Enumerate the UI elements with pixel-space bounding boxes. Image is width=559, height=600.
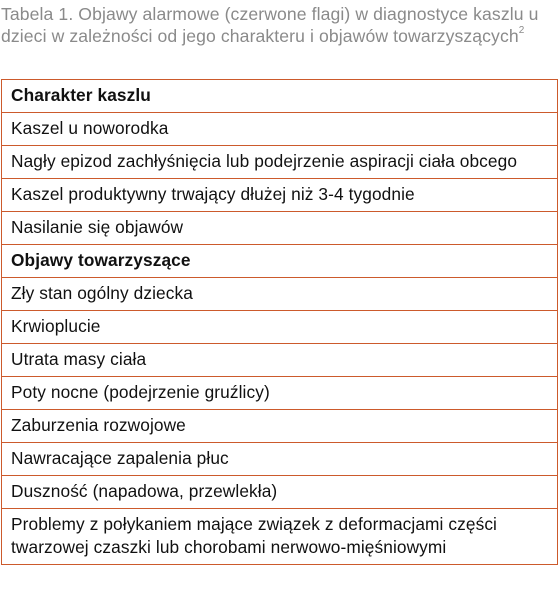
table-cell: Nawracające zapalenia płuc [2, 443, 558, 476]
table-cell: Zaburzenia rozwojowe [2, 410, 558, 443]
table-caption [1, 3, 541, 47]
table-row [2, 113, 558, 146]
table-row [2, 311, 558, 344]
table-row [2, 410, 558, 443]
table-cell: Nasilanie się objawów [2, 212, 558, 245]
table-cell: Duszność (napadowa, przewlekła) [2, 476, 558, 509]
table-row [2, 179, 558, 212]
table-row [2, 212, 558, 245]
section-header-accompanying-symptoms: Objawy towarzyszące [2, 245, 558, 278]
table-row [2, 278, 558, 311]
table-cell: Poty nocne (podejrzenie gruźlicy) [2, 377, 558, 410]
red-flags-table [1, 79, 558, 565]
table-row [2, 80, 558, 113]
table-cell: Nagły epizod zachłyśnięcia lub podejrzenie aspiracji ciała obcego [2, 146, 558, 179]
caption-text: Tabela 1. Objawy alarmowe (czerwone flagi) w diagnostyce kaszlu u dzieci w zależności od jego charakteru i objawów towarzyszących [1, 4, 539, 46]
table-cell: Utrata masy ciała [2, 344, 558, 377]
table-cell: Kaszel produktywny trwający dłużej niż 3-4 tygodnie [2, 179, 558, 212]
table-row [2, 509, 558, 565]
table-row [2, 443, 558, 476]
caption-footnote-ref: 2 [518, 25, 525, 37]
section-header-cough-character: Charakter kaszlu [2, 80, 558, 113]
table-cell: Zły stan ogólny dziecka [2, 278, 558, 311]
table-row [2, 377, 558, 410]
table-row [2, 476, 558, 509]
table-cell: Problemy z połykaniem mające związek z deformacjami części twarzowej czaszki lub chorobami nerwowo-mięśniowymi [2, 509, 558, 565]
table-row [2, 245, 558, 278]
table-row [2, 344, 558, 377]
table-cell: Krwioplucie [2, 311, 558, 344]
table-row [2, 146, 558, 179]
table-cell: Kaszel u noworodka [2, 113, 558, 146]
